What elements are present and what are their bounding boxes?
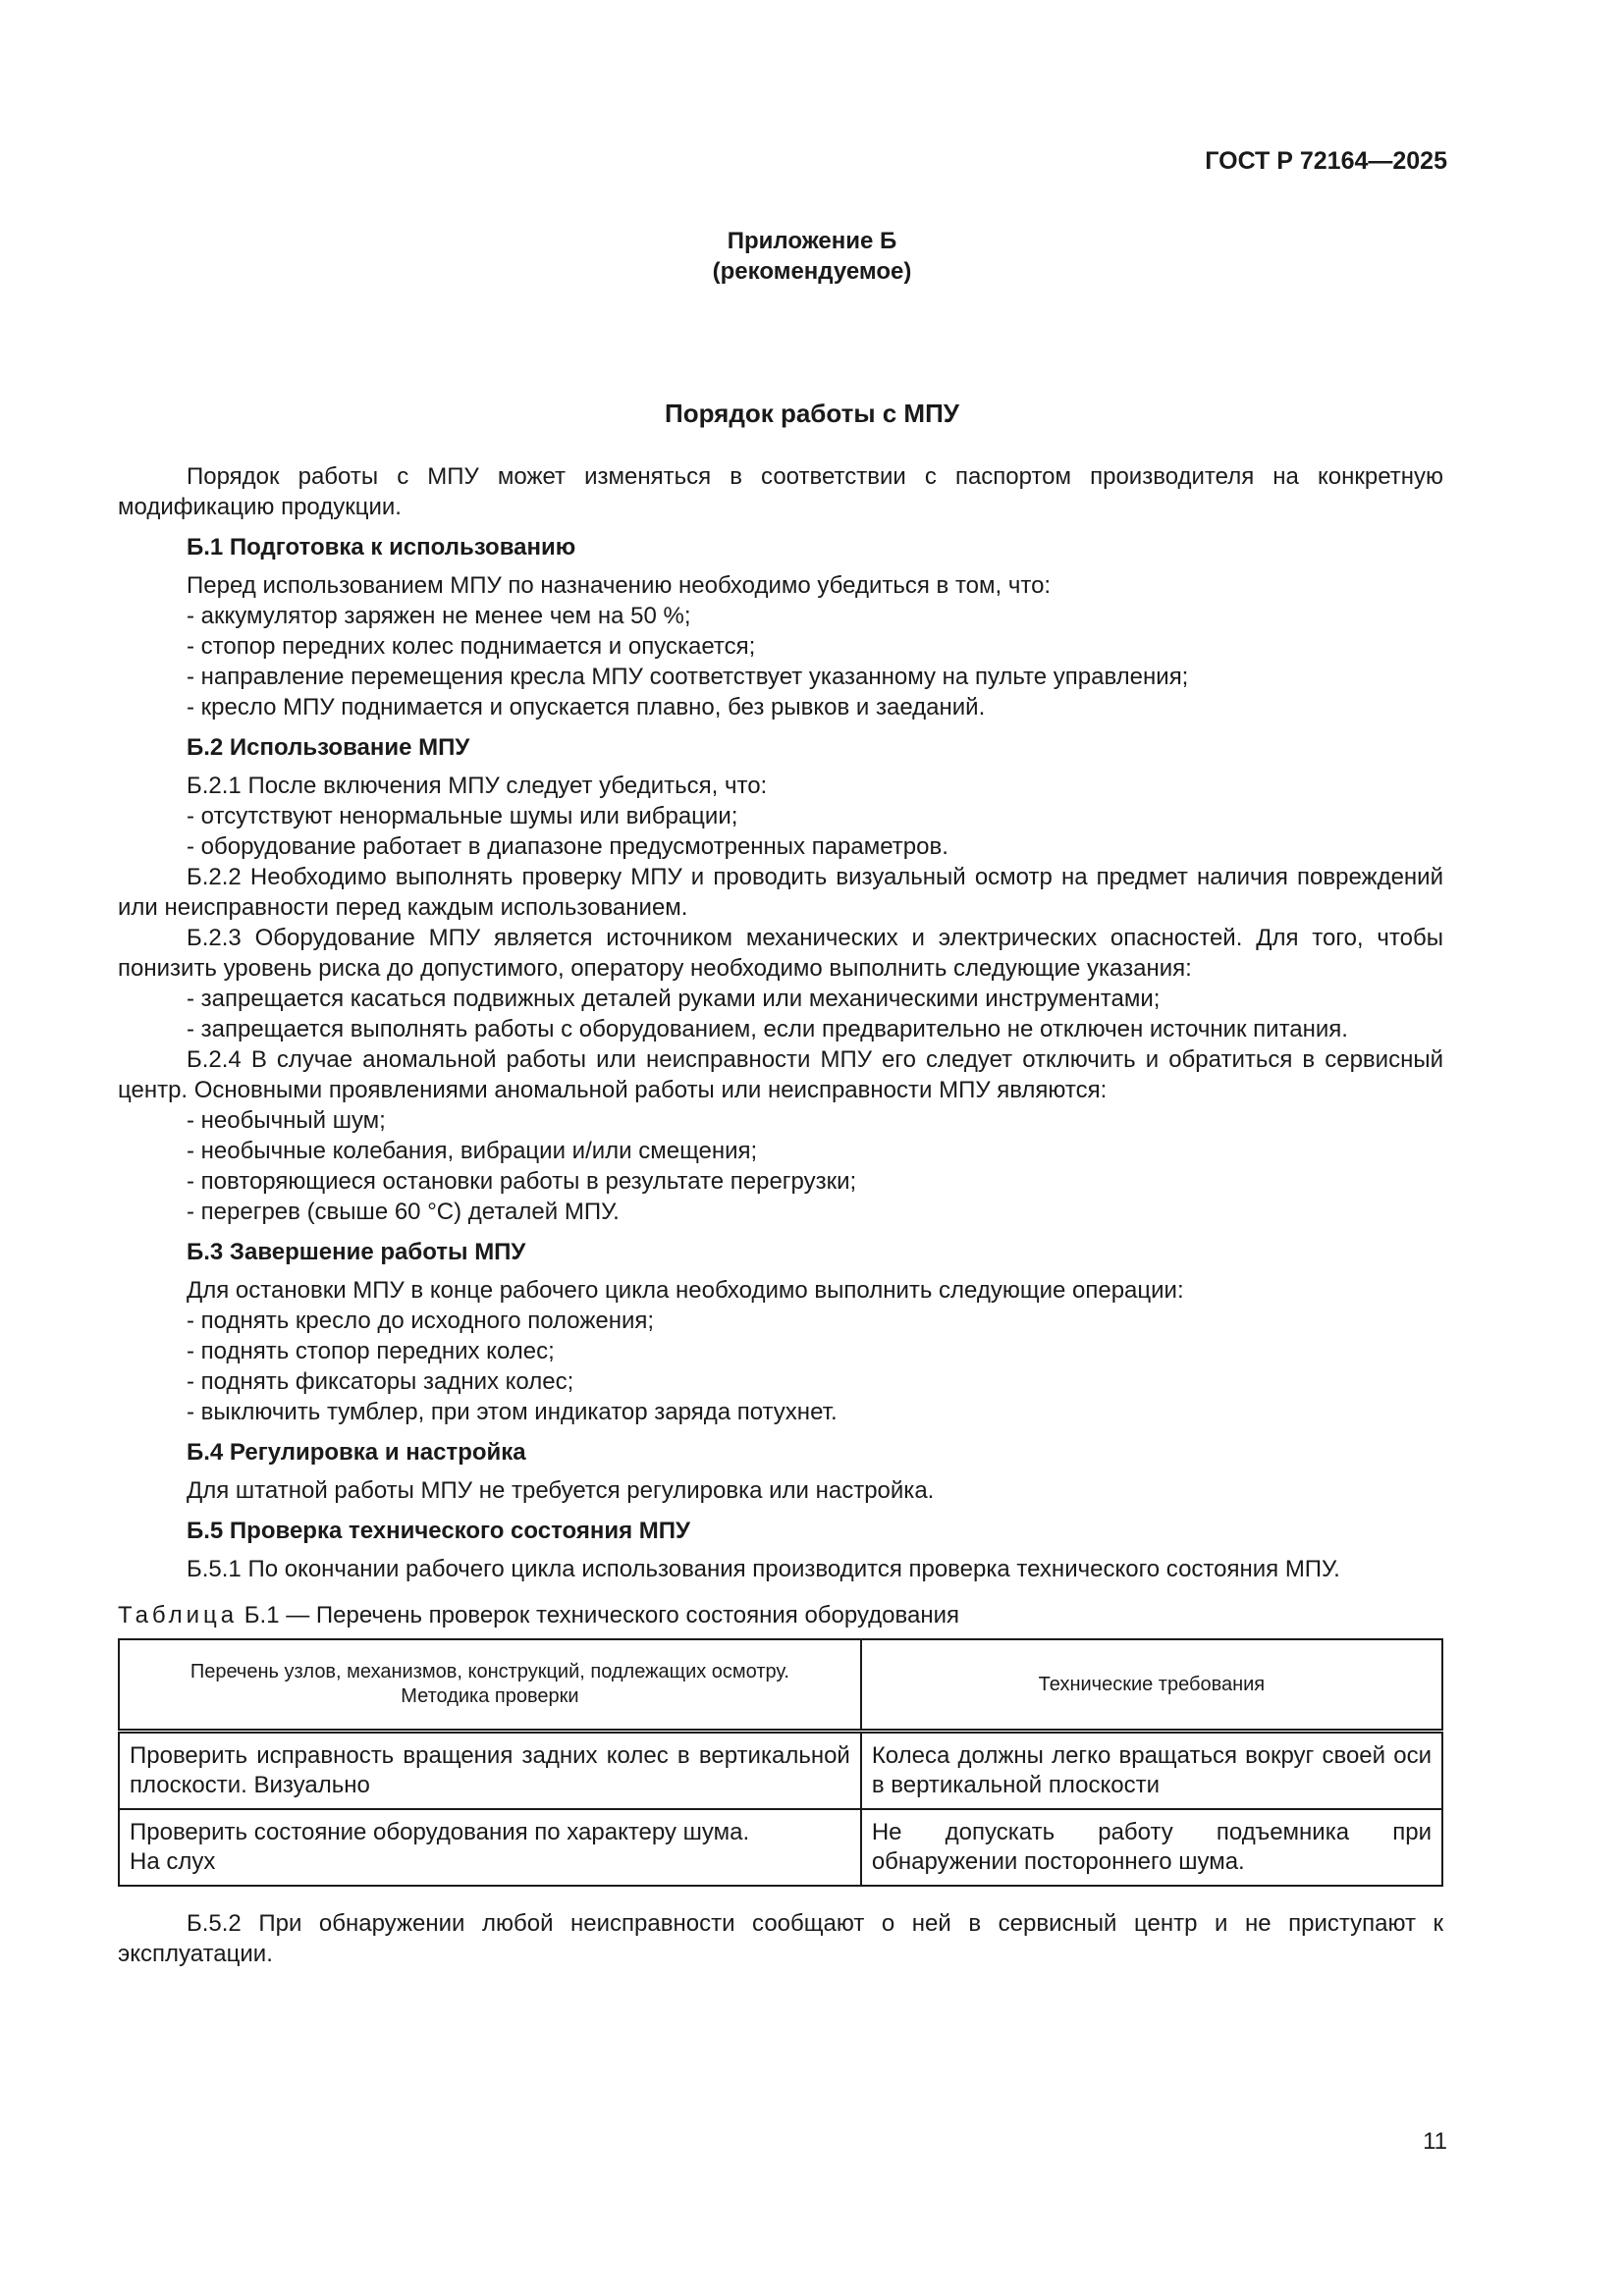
list-item: - оборудование работает в диапазоне предусмотренных параметров. bbox=[187, 833, 948, 860]
table-caption-word: Таблица bbox=[118, 1602, 239, 1629]
document-body bbox=[118, 461, 1443, 1969]
column-header-checklist: Перечень узлов, механизмов, конструкций, подлежащих осмотру. Методика проверки bbox=[119, 1639, 861, 1732]
b1-lead: Перед использованием МПУ по назначению необходимо убедиться в том, что: bbox=[187, 572, 1052, 599]
b4-text: Для штатной работы МПУ не требуется регулировка или настройка. bbox=[187, 1477, 935, 1504]
list-item: - перегрев (свыше 60 °С) деталей МПУ. bbox=[187, 1199, 620, 1225]
list-item: - необычные колебания, вибрации и/или смещения; bbox=[187, 1138, 758, 1164]
table-cell-requirement: Не допускать работу подъемника при обнаружении постороннего шума. bbox=[861, 1809, 1442, 1886]
table-row bbox=[119, 1732, 1442, 1810]
list-item: - аккумулятор заряжен не менее чем на 50 %; bbox=[187, 603, 691, 629]
paragraph-b2-4: Б.2.4 В случае аномальной работы или неисправности МПУ его следует отключить и обратиться в сервисный центр. Основными проявлениями аномальной работы или неисправности МПУ являются: bbox=[118, 1046, 1443, 1103]
standard-code: ГОСТ Р 72164—2025 bbox=[1205, 147, 1447, 175]
table-header-row bbox=[119, 1639, 1442, 1732]
appendix-title: Приложение Б bbox=[727, 228, 897, 254]
b3-lead: Для остановки МПУ в конце рабочего цикла необходимо выполнить следующие операции: bbox=[187, 1277, 1184, 1304]
list-item: - выключить тумблер, при этом индикатор заряда потухнет. bbox=[187, 1399, 838, 1425]
paragraph-b2-2: Б.2.2 Необходимо выполнять проверку МПУ и проводить визуальный осмотр на предмет наличия повреждений или неисправности перед каждым использованием. bbox=[118, 864, 1443, 921]
heading-b4: Б.4 Регулировка и настройка bbox=[187, 1439, 526, 1466]
paragraph-b5-1: Б.5.1 По окончании рабочего цикла использования производится проверка технического состояния МПУ. bbox=[187, 1556, 1340, 1582]
heading-b3: Б.3 Завершение работы МПУ bbox=[187, 1239, 526, 1265]
paragraph-b2-1: Б.2.1 После включения МПУ следует убедиться, что: bbox=[187, 773, 768, 799]
list-item: - поднять фиксаторы задних колес; bbox=[187, 1368, 574, 1395]
list-item: - повторяющиеся остановки работы в результате перегрузки; bbox=[187, 1168, 857, 1195]
list-item: - направление перемещения кресла МПУ соответствует указанному на пульте управления; bbox=[187, 664, 1189, 690]
list-item: - стопор передних колес поднимается и опускается; bbox=[187, 633, 756, 660]
intro-paragraph: Порядок работы с МПУ может изменяться в соответствии с паспортом производителя на конкретную модификацию продукции. bbox=[118, 463, 1443, 520]
list-item: - запрещается касаться подвижных деталей руками или механическими инструментами; bbox=[187, 986, 1161, 1012]
table-caption bbox=[118, 1600, 1443, 1630]
appendix-subtitle: (рекомендуемое) bbox=[712, 258, 912, 285]
table-cell-requirement: Колеса должны легко вращаться вокруг своей оси в вертикальной плоскости bbox=[861, 1732, 1442, 1810]
list-item: - отсутствуют ненормальные шумы или вибрации; bbox=[187, 803, 738, 829]
paragraph-b2-3: Б.2.3 Оборудование МПУ является источником механических и электрических опасностей. Для того, чтобы понизить уровень риска до допустимого, оператору необходимо выполнить следующие указания: bbox=[118, 925, 1443, 982]
heading-b2: Б.2 Использование МПУ bbox=[187, 734, 470, 761]
heading-b1: Б.1 Подготовка к использованию bbox=[187, 534, 576, 561]
column-header-requirements: Технические требования bbox=[861, 1639, 1442, 1732]
list-item: - кресло МПУ поднимается и опускается плавно, без рывков и заеданий. bbox=[187, 694, 986, 721]
list-item: - поднять стопор передних колес; bbox=[187, 1338, 555, 1364]
inspection-table bbox=[118, 1638, 1443, 1887]
table-cell-check: Проверить состояние оборудования по характеру шума. На слух bbox=[119, 1809, 861, 1886]
heading-b5: Б.5 Проверка технического состояния МПУ bbox=[187, 1518, 690, 1544]
table-cell-check: Проверить исправность вращения задних колес в вертикальной плоскости. Визуально bbox=[119, 1732, 861, 1810]
paragraph-b5-2: Б.5.2 При обнаружении любой неисправности сообщают о ней в сервисный центр и не приступают к эксплуатации. bbox=[118, 1910, 1443, 1967]
table-caption-text: Б.1 — Перечень проверок технического состояния оборудования bbox=[238, 1602, 960, 1629]
list-item: - запрещается выполнять работы с оборудованием, если предварительно не отключен источник питания. bbox=[187, 1016, 1348, 1042]
list-item: - необычный шум; bbox=[187, 1107, 386, 1134]
page-number: 11 bbox=[1423, 2128, 1447, 2155]
table-row bbox=[119, 1809, 1442, 1886]
list-item: - поднять кресло до исходного положения; bbox=[187, 1308, 655, 1334]
section-title: Порядок работы с МПУ bbox=[665, 399, 959, 428]
